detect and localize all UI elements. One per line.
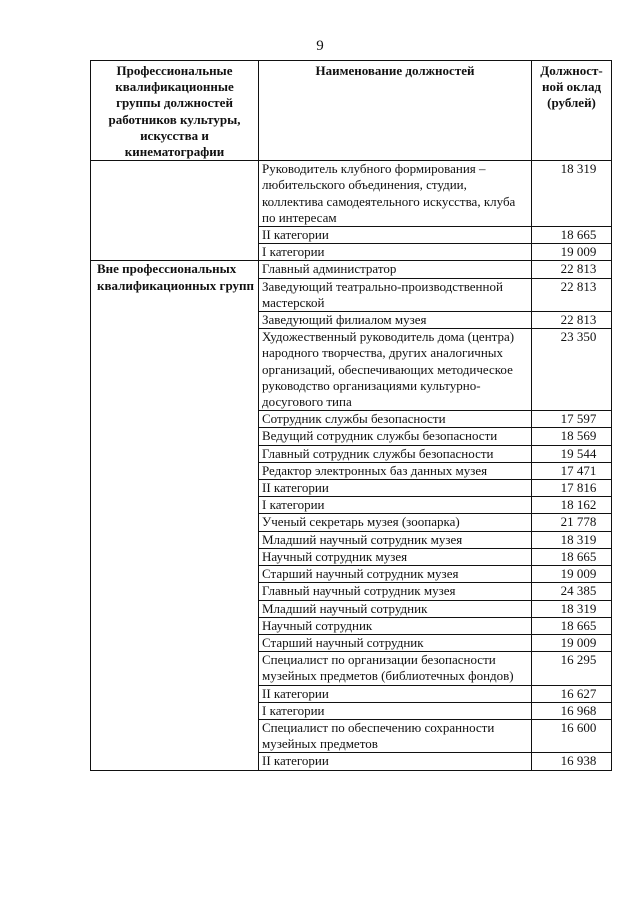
position-cell: Руководитель клубного формирования – любительского объединения, студии, коллектива самодеятельного искусства, клуба по интересам [259,161,532,227]
salary-cell: 19 544 [532,445,612,462]
position-cell: Главный сотрудник службы безопасности [259,445,532,462]
salary-cell: 22 813 [532,261,612,278]
position-cell: Ведущий сотрудник службы безопасности [259,428,532,445]
salary-cell: 16 938 [532,753,612,770]
header-salary: Должност-ной оклад (рублей) [532,61,612,161]
salary-cell: 23 350 [532,329,612,411]
position-cell: II категории [259,685,532,702]
salary-cell: 18 665 [532,548,612,565]
position-cell: Младший научный сотрудник [259,600,532,617]
table-row [91,261,612,278]
position-cell: Главный администратор [259,261,532,278]
salary-cell: 18 319 [532,600,612,617]
header-position-name: Наименование должностей [259,61,532,161]
table-body [91,161,612,770]
salary-cell: 17 471 [532,462,612,479]
position-cell: Художественный руководитель дома (центра) народного творчества, других аналогичных организаций, обеспечивающих методическое руководство организациями культурно-досугового типа [259,329,532,411]
position-cell: Главный научный сотрудник музея [259,583,532,600]
position-cell: Заведующий филиалом музея [259,312,532,329]
salary-cell: 17 597 [532,411,612,428]
salary-cell: 17 816 [532,480,612,497]
position-cell: Научный сотрудник музея [259,548,532,565]
salary-cell: 21 778 [532,514,612,531]
salary-cell: 18 319 [532,531,612,548]
position-cell: Младший научный сотрудник музея [259,531,532,548]
position-cell: Ученый секретарь музея (зоопарка) [259,514,532,531]
header-qualification-groups: Профессиональные квалификационные группы должностей работников культуры, искусства и кинематографии [91,61,259,161]
position-cell: Старший научный сотрудник музея [259,566,532,583]
salary-cell: 22 813 [532,278,612,311]
position-cell: Редактор электронных баз данных музея [259,462,532,479]
position-cell: II категории [259,480,532,497]
position-cell: Сотрудник службы безопасности [259,411,532,428]
salary-cell: 16 627 [532,685,612,702]
salary-cell: 18 319 [532,161,612,227]
position-cell: I категории [259,702,532,719]
position-cell: Старший научный сотрудник [259,634,532,651]
salary-cell: 18 162 [532,497,612,514]
position-cell: II категории [259,753,532,770]
position-cell: I категории [259,244,532,261]
salary-table [90,60,612,771]
salary-cell: 24 385 [532,583,612,600]
table-row [91,161,612,227]
table-header [91,61,612,161]
position-cell: Научный сотрудник [259,617,532,634]
salary-cell: 22 813 [532,312,612,329]
position-cell: Специалист по организации безопасности музейных предметов (библиотечных фондов) [259,652,532,685]
salary-cell: 16 295 [532,652,612,685]
salary-cell: 16 968 [532,702,612,719]
salary-cell: 19 009 [532,244,612,261]
salary-cell: 19 009 [532,634,612,651]
qualification-group-cell [91,161,259,261]
salary-cell: 19 009 [532,566,612,583]
qualification-group-cell: Вне профессиональных квалификационных групп [91,261,259,770]
position-cell: Специалист по обеспечению сохранности музейных предметов [259,719,532,752]
salary-cell: 18 665 [532,227,612,244]
position-cell: I категории [259,497,532,514]
salary-cell: 18 569 [532,428,612,445]
position-cell: II категории [259,227,532,244]
position-cell: Заведующий театрально-производственной мастерской [259,278,532,311]
salary-cell: 16 600 [532,719,612,752]
page-number: 9 [316,38,324,54]
salary-cell: 18 665 [532,617,612,634]
